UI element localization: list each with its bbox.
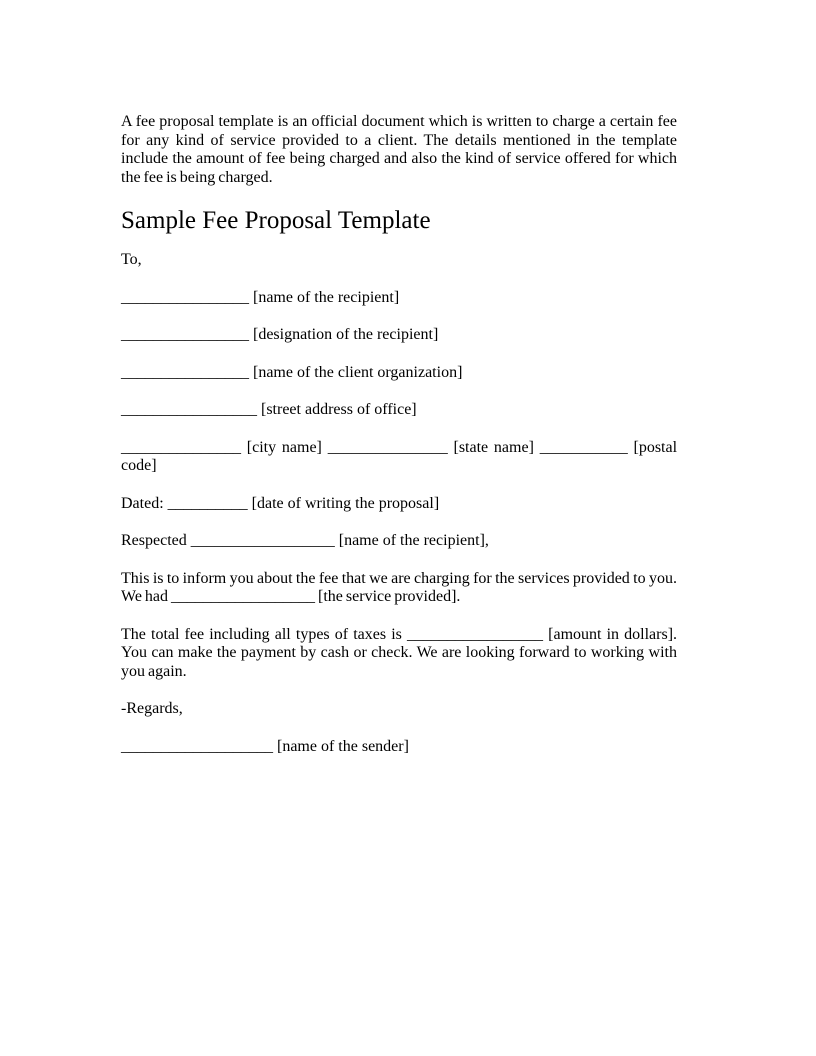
postal-label: [postal code]: [121, 438, 678, 474]
signature-label: [name of the sender]: [277, 737, 409, 755]
signature-line: [121, 738, 677, 757]
recipient-designation-label: [designation of the recipient]: [253, 326, 439, 343]
document-title: Sample Fee Proposal Template: [121, 207, 431, 234]
dated-label: [date of writing the proposal]: [251, 494, 440, 512]
fee-paragraph: [121, 626, 677, 682]
street-address-blank: _________________: [121, 401, 257, 418]
service-blank: __________________: [171, 588, 316, 605]
dated-blank: __________: [167, 494, 248, 512]
salutation-line: To,: [121, 251, 142, 268]
city-state-postal-line: [121, 439, 677, 476]
street-address-line: [121, 401, 677, 420]
signature-blank: ___________________: [121, 737, 273, 755]
state-label: [state name]: [453, 438, 534, 456]
city-label: [city name]: [246, 438, 322, 456]
respected-line: [121, 532, 677, 551]
recipient-designation-line: [121, 326, 677, 345]
dated-line: [121, 495, 677, 514]
street-address-label: [street address of office]: [261, 401, 417, 418]
closing-line: -Regards,: [121, 700, 183, 717]
recipient-name-blank: ________________: [121, 288, 249, 306]
fee-suffix: [amount in dollars]. You can make the payment by cash or check. We are looking forward to working with you again.: [121, 625, 678, 680]
postal-blank: ___________: [539, 438, 628, 456]
service-text: This is to inform you about the fee that we are charging for the services provided to you. We had: [121, 569, 677, 605]
intro-paragraph: A fee proposal template is an official document which is written to charge a certain fee for any kind of service provided to a client. The details mentioned in the template include the amount of fee being charged and also the kind of service offered for which the fee is being charged.: [121, 113, 677, 186]
recipient-name-label: [name of the recipient]: [253, 288, 400, 306]
client-organization-blank: ________________: [121, 363, 249, 381]
client-organization-line: [121, 364, 677, 383]
dated-prefix: Dated:: [121, 494, 164, 512]
respected-blank: __________________: [190, 532, 335, 549]
city-blank: _______________: [121, 438, 241, 456]
recipient-name-line: [121, 289, 677, 308]
respected-label: [name of the recipient],: [338, 532, 489, 549]
recipient-designation-blank: ________________: [121, 326, 249, 343]
state-blank: _______________: [327, 438, 448, 456]
fee-prefix: The total fee including all types of taxes is: [121, 625, 402, 643]
service-paragraph: [121, 570, 677, 607]
service-label: [the service provided].: [318, 588, 461, 605]
fee-amount-blank: _________________: [407, 625, 544, 643]
client-organization-label: [name of the client organization]: [253, 363, 463, 381]
respected-prefix: Respected: [121, 532, 187, 549]
